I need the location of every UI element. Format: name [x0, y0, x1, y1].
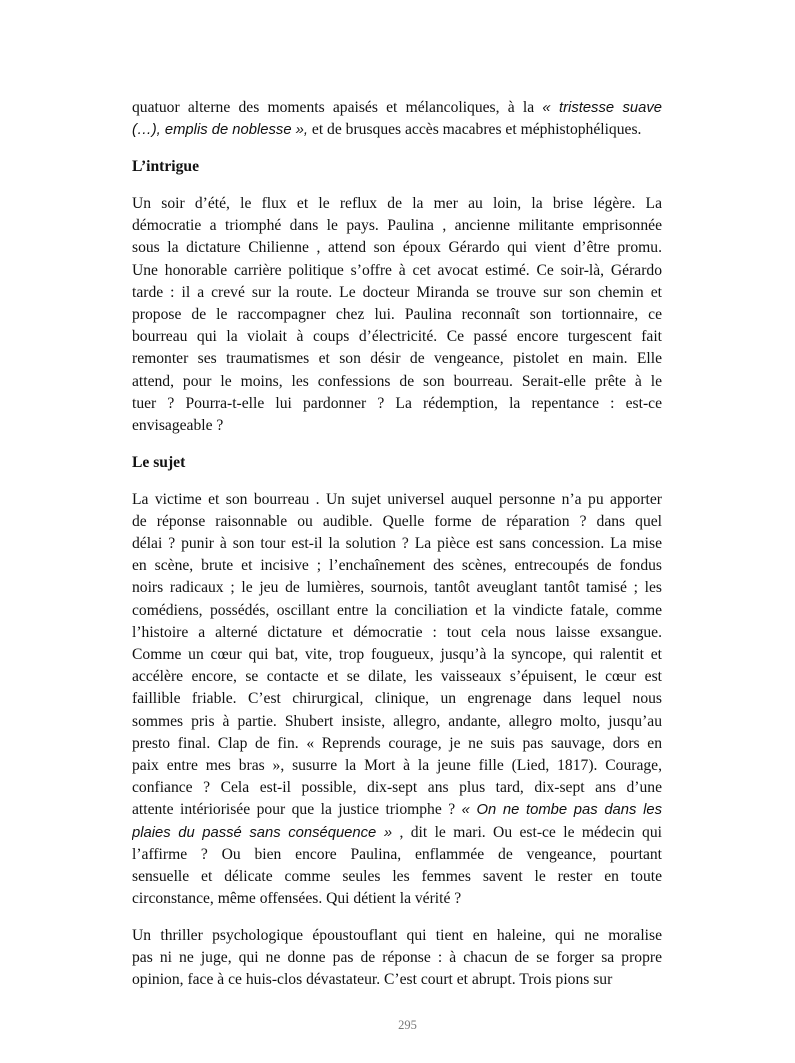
- text-span: l’affirme ? Ou bien encore Paulina, enflammée de vengeance, pourtant: [132, 845, 662, 863]
- text-span: en scène, brute et incisive ; l’enchaînement des scènes, entrecoupés de fondus: [132, 557, 662, 575]
- text-line: [132, 734, 662, 754]
- text-line: [132, 556, 662, 576]
- text-span: opinion, face à ce huis-clos dévastateur. C’est court et abrupt. Trois pions sur: [132, 971, 613, 989]
- text-line: [132, 120, 662, 140]
- text-line: [132, 578, 662, 598]
- text-span: confiance ? Cela est-il possible, dix-sept ans plus tard, dix-sept ans d’une: [132, 779, 662, 797]
- text-line: [132, 867, 662, 887]
- text-span: La victime et son bourreau . Un sujet universel auquel personne n’a pu apporter: [132, 490, 662, 508]
- text-span: quatuor alterne des moments apaisés et mélancoliques, à la: [132, 99, 543, 116]
- text-span: Comme un cœur qui bat, vite, trop fougueux, jusqu’à la syncope, qui ralentit et: [132, 646, 662, 663]
- text-line: [132, 416, 662, 436]
- text-line: [132, 756, 662, 776]
- text-line: [132, 512, 662, 532]
- text-line: [132, 305, 662, 325]
- text-line: [132, 823, 662, 843]
- text-span: Un soir d’été, le flux et le reflux de la mer au loin, la brise légère. La: [132, 194, 662, 212]
- text-span: presto final. Clap de fin. « Reprends courage, je ne suis pas sauvage, dors en: [132, 734, 662, 752]
- text-line: [132, 194, 662, 214]
- text-line: [132, 889, 662, 909]
- text-line: [132, 623, 662, 643]
- text-line: [132, 98, 662, 118]
- italic-quote: « On ne tombe pas dans les: [461, 802, 662, 819]
- text-line: [132, 283, 662, 303]
- text-line: [132, 601, 662, 621]
- text-span: pas ni ne juge, qui ne donne pas de réponse : à chacun de se forger sa propre: [132, 949, 662, 967]
- text-line: [132, 800, 662, 820]
- text-span: propose de le raccompagner chez lui. Paulina reconnaît son tortionnaire, ce: [132, 305, 662, 323]
- text-line: [132, 216, 662, 236]
- text-line: [132, 261, 662, 281]
- text-span: Un thriller psychologique époustouflant qui tient en haleine, qui ne moralise: [132, 926, 662, 944]
- text-span: délai ? punir à son tour est-il la solution ? La pièce est sans concession. La mise: [132, 535, 662, 552]
- text-span: accélère encore, se contacte et se dilate, les vaisseaux s’épuisent, le cœur est: [132, 668, 662, 686]
- text-line: [132, 349, 662, 369]
- text-line: [132, 490, 662, 510]
- text-line: [132, 845, 662, 865]
- text-span: circonstance, même offensées. Qui détient la vérité ?: [132, 890, 462, 908]
- text-span: , dit le mari. Ou est-ce le médecin qui: [392, 823, 662, 841]
- text-span: sommes pris à partie. Shubert insiste, allegro, andante, allegro molto, jusqu’au: [132, 712, 662, 730]
- text-line: [132, 778, 662, 798]
- text-span: Une honorable carrière politique s’offre à cet avocat estimé. Ce soir-là, Gérardo: [132, 261, 662, 279]
- text-line: [132, 534, 662, 554]
- page-number: 295: [398, 1018, 417, 1032]
- italic-quote: plaies du passé sans conséquence »: [132, 824, 393, 841]
- text-span: démocratie a triomphé dans le pays. Paulina , ancienne militante emprisonnée: [132, 217, 662, 235]
- text-line: [132, 372, 662, 392]
- text-line: [132, 645, 662, 665]
- text-line: [132, 394, 662, 414]
- text-span: de réponse raisonnable ou audible. Quelle forme de réparation ? dans quel: [132, 512, 662, 530]
- section-heading: L’intrigue: [132, 157, 200, 175]
- text-line: [132, 712, 662, 732]
- text-span: faillible friable. C’est chirurgical, clinique, un engrenage dans lequel nous: [132, 690, 662, 708]
- text-span: tarde : il a crevé sur la route. Le docteur Miranda se trouve sur son chemin et: [132, 283, 662, 301]
- text-span: paix entre mes bras », susurre la Mort à la jeune fille (Lied, 1817). Courage,: [132, 757, 662, 774]
- text-span: et de brusques accès macabres et méphistophéliques.: [308, 121, 642, 139]
- text-span: envisageable ?: [132, 416, 224, 434]
- text-line: [132, 238, 662, 258]
- text-span: attend, pour le moins, les confessions de son bourreau. Serait-elle prête à le: [132, 372, 662, 390]
- text-line: [132, 327, 662, 347]
- text-line: [132, 948, 662, 968]
- text-line: [132, 689, 662, 709]
- section-heading: Le sujet: [132, 453, 186, 471]
- text-span: comédiens, possédés, oscillant entre la conciliation et la vindicte fatale, comme: [132, 601, 662, 619]
- text-line: [132, 667, 662, 687]
- text-line: [132, 926, 662, 946]
- text-span: remonter ses traumatismes et son désir de vengeance, pistolet en main. Elle: [132, 350, 662, 368]
- text-span: bourreau qui la violait à coups d’électricité. Ce passé encore turgescent fait: [132, 328, 662, 346]
- text-span: sous la dictature Chilienne , attend son époux Gérardo qui vient d’être promu.: [132, 239, 662, 257]
- text-span: sensuelle et délicate comme seules les femmes savent le rester en toute: [132, 868, 662, 885]
- text-line: [132, 970, 662, 990]
- italic-quote: (…), emplis de noblesse »,: [132, 122, 308, 139]
- italic-quote: « tristesse suave: [542, 100, 662, 116]
- text-span: l’histoire a alterné dictature et démocratie : tout cela nous laisse exsangue.: [132, 623, 662, 641]
- text-span: attente intériorisée pour que la justice triomphe ?: [132, 801, 462, 819]
- text-span: noirs radicaux ; le jeu de lumières, sournois, tantôt aveuglant tantôt tamisé ; les: [132, 579, 662, 597]
- text-span: tuer ? Pourra-t-elle lui pardonner ? La rédemption, la repentance : est-ce: [132, 394, 662, 412]
